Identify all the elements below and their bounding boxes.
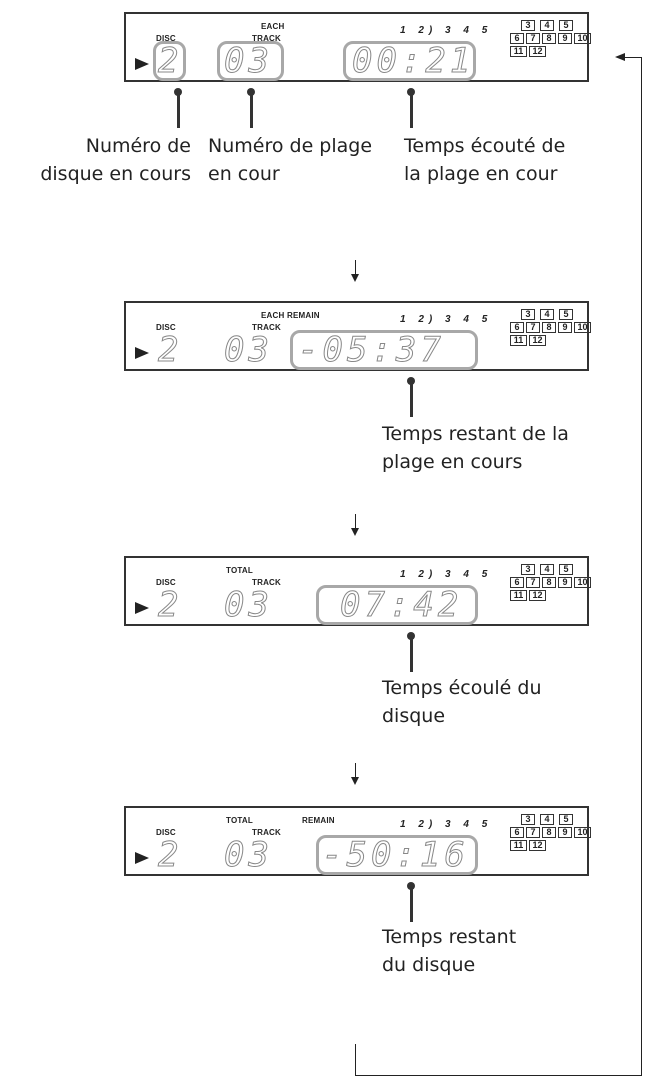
tray-cell: 5	[559, 814, 573, 825]
leader-line	[410, 634, 413, 672]
display-panel-1	[124, 12, 589, 82]
tray-cell: 11	[510, 335, 527, 346]
flow-arrow-2	[355, 514, 356, 534]
mode-label: TOTAL	[226, 566, 253, 575]
disc-label: DISC	[156, 34, 176, 43]
flow-arrow-1	[355, 260, 356, 280]
tray-cell: 4	[540, 309, 554, 320]
track-label: TRACK	[252, 828, 281, 837]
leader-line	[410, 379, 413, 417]
tray-cell: 4	[540, 564, 554, 575]
tray-cell: 9	[558, 827, 572, 838]
tray-cell: 6	[510, 322, 524, 333]
disc-label: DISC	[156, 578, 176, 587]
tray-cell: 3	[521, 309, 535, 320]
tray-cell: 4	[540, 814, 554, 825]
caption-track-remaining: Temps restant de la plage en cours	[382, 423, 569, 473]
caption-disc-number: Numéro de disque en cours	[40, 135, 191, 185]
tray-cell: 7	[526, 827, 540, 838]
time-digits: 00:21	[352, 41, 475, 81]
play-icon	[135, 58, 149, 70]
track-digits: 03	[224, 41, 273, 81]
disc-label: DISC	[156, 323, 176, 332]
caption-track-number: Numéro de plage en cour	[208, 135, 373, 185]
tray-cell: 8	[542, 577, 556, 588]
disc-digit: 2	[158, 585, 183, 625]
time-digits: 07:42	[340, 585, 463, 625]
track-digits: 03	[224, 330, 273, 370]
tray-cell: 8	[542, 827, 556, 838]
tray-cell: 4	[540, 20, 554, 31]
disc-digit: 2	[158, 330, 183, 370]
display-panel-2	[124, 301, 589, 371]
tray-cell: 7	[526, 33, 540, 44]
leader-line	[177, 90, 180, 128]
tray-cell: 6	[510, 827, 524, 838]
tray-cell: 6	[510, 577, 524, 588]
tray-cell: 7	[526, 322, 540, 333]
caption-track-elapsed: Temps écouté de la plage en cour	[404, 135, 566, 185]
tray-cell: 6	[510, 33, 524, 44]
tray-cell: 7	[526, 577, 540, 588]
tray-cell: 10	[574, 33, 591, 44]
remain-label: REMAIN	[287, 311, 320, 320]
tray-cell: 12	[529, 840, 546, 851]
leader-line	[410, 90, 413, 128]
tray-cell: 10	[574, 322, 591, 333]
disc-digit: 2	[158, 41, 183, 81]
display-panel-4	[124, 806, 589, 876]
flow-arrow-3	[355, 763, 356, 783]
disc-numbers: 1 2) 3 4 5	[400, 819, 493, 830]
disc-label: DISC	[156, 828, 176, 837]
tray-cell: 3	[521, 564, 535, 575]
tray-cell: 8	[542, 322, 556, 333]
loop-line-bottom	[355, 1075, 642, 1076]
tray-cell: 9	[558, 33, 572, 44]
disc-numbers: 1 2) 3 4 5	[400, 314, 493, 325]
loop-line-top	[624, 57, 642, 58]
tray-cell: 9	[558, 577, 572, 588]
display-panel-3	[124, 556, 589, 626]
caption-disc-remaining: Temps restant du disque	[382, 926, 517, 976]
mode-label: EACH	[261, 22, 285, 31]
time-digits: -50:16	[322, 835, 469, 875]
play-icon	[135, 347, 149, 359]
time-digits: -05:37	[298, 330, 445, 370]
tray-cell: 3	[521, 814, 535, 825]
tray-cell: 5	[559, 309, 573, 320]
tray-cell: 11	[510, 590, 527, 601]
play-icon	[135, 602, 149, 614]
tray-cell: 12	[529, 46, 546, 57]
tray-cell: 10	[574, 577, 591, 588]
track-label: TRACK	[252, 34, 281, 43]
disc-numbers: 1 2) 3 4 5	[400, 25, 493, 36]
tray-cell: 10	[574, 827, 591, 838]
disc-numbers: 1 2) 3 4 5	[400, 569, 493, 580]
mode-label: TOTAL	[226, 816, 253, 825]
leader-line	[250, 90, 253, 128]
track-digits: 03	[224, 835, 273, 875]
loop-line-down	[355, 1044, 356, 1076]
tray-cell: 9	[558, 322, 572, 333]
loop-line-up	[641, 57, 642, 1076]
tray-cell: 12	[529, 590, 546, 601]
leader-line	[410, 884, 413, 922]
tray-cell: 12	[529, 335, 546, 346]
remain-label: REMAIN	[302, 816, 335, 825]
tray-cell: 5	[559, 564, 573, 575]
play-icon	[135, 852, 149, 864]
disc-digit: 2	[158, 835, 183, 875]
track-label: TRACK	[252, 578, 281, 587]
tray-cell: 11	[510, 840, 527, 851]
mode-label: EACH	[261, 311, 285, 320]
loop-arrowhead-icon	[615, 53, 625, 61]
track-label: TRACK	[252, 323, 281, 332]
tray-cell: 11	[510, 46, 527, 57]
tray-cell: 5	[559, 20, 573, 31]
tray-cell: 8	[542, 33, 556, 44]
caption-disc-elapsed: Temps écoulé du disque	[382, 677, 542, 727]
track-digits: 03	[224, 585, 273, 625]
tray-cell: 3	[521, 20, 535, 31]
